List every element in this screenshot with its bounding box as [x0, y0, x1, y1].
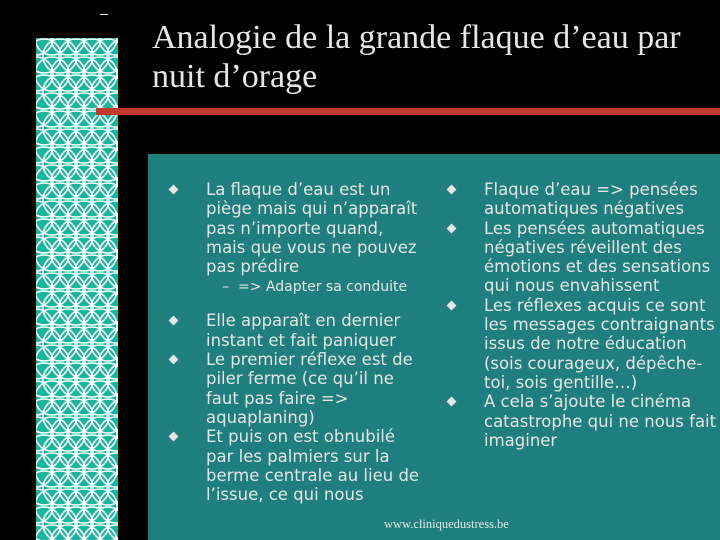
- diamond-bullet-icon: [447, 223, 457, 233]
- list-item: [442, 392, 720, 450]
- footer-url: www.cliniquedustress.be: [384, 517, 509, 531]
- list-item: [164, 311, 426, 350]
- diamond-bullet-icon: [169, 316, 179, 326]
- sub-list-item: [164, 279, 426, 295]
- list-item: [442, 180, 720, 219]
- list-item-text: A cela s’ajoute le cinéma catastrophe qui ne nous fait imaginer: [484, 392, 717, 450]
- diamond-bullet-icon: [169, 185, 179, 195]
- list-item-text: La flaque d’eau est un piège mais qui n’apparaît pas n’importe quand, mais que vous ne pouvez pas prédire: [206, 180, 418, 277]
- dash-bullet-icon: –: [222, 279, 229, 296]
- diamond-bullet-icon: [447, 300, 457, 310]
- diamond-bullet-icon: [169, 432, 179, 442]
- title-underline-rule: [96, 108, 720, 115]
- list-item: [442, 296, 720, 392]
- list-item: [164, 180, 426, 276]
- sub-list-item-text: => Adapter sa conduite: [238, 279, 408, 296]
- list-item-text: Le premier réflexe est de piler ferme (ce qu’il ne faut pas faire => aquaplaning): [206, 350, 413, 427]
- slide-title: Analogie de la grande flaque d’eau par nuit d’orage: [152, 19, 681, 95]
- list-item: [164, 350, 426, 427]
- list-item-text: Les pensées automatiques négatives réveillent des émotions et des sensations qui nous envahissent: [484, 218, 711, 296]
- list-item-text: Les réflexes acquis ce sont les messages contraignants issus de notre éducation (sois courageux, dépêche-toi, sois gentille…): [484, 295, 715, 392]
- diamond-bullet-icon: [447, 397, 457, 407]
- list-item-text: Elle apparaît en dernier instant et fait paniquer: [206, 311, 401, 350]
- corner-mark: [100, 14, 108, 15]
- list-item-text: Et puis on est obnubilé par les palmiers sur la berme centrale au lieu de l’issue, ce qui nous: [206, 427, 420, 505]
- diamond-bullet-icon: [169, 355, 179, 365]
- content-panel: [148, 154, 720, 540]
- list-item-text: Flaque d’eau => pensées automatiques négatives: [484, 180, 698, 219]
- left-column: [164, 180, 426, 504]
- diamond-bullet-icon: [447, 185, 457, 195]
- right-column: [442, 180, 720, 450]
- list-item: [164, 427, 426, 504]
- list-item: [442, 219, 720, 296]
